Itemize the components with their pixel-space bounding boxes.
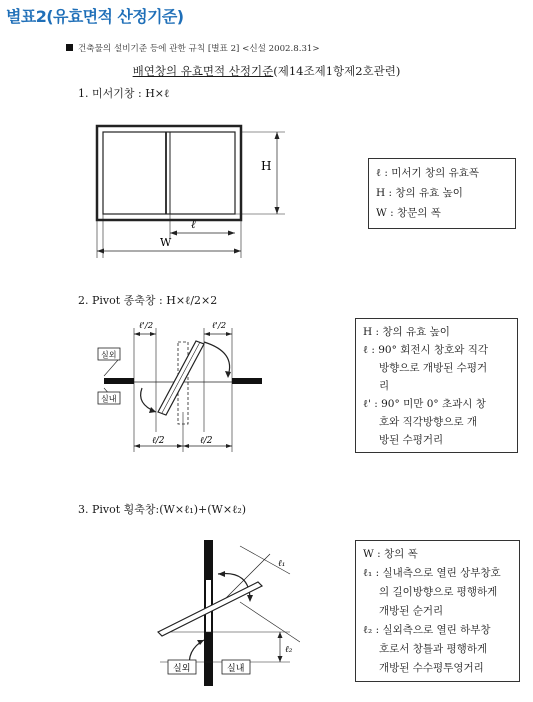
- sliding-window-diagram: [80, 118, 320, 268]
- vertical-pivot-window-diagram: [96, 312, 266, 462]
- legend-line: W : 창문의 폭: [376, 207, 441, 219]
- regulation-note-text: 건축물의 설비기준 등에 관한 규칙 [별표 2] <신설 2002.8.31>: [78, 44, 320, 54]
- main-title-underlined: 배연창의 유효면적 산정기준: [132, 64, 274, 78]
- label-h: H: [261, 159, 272, 173]
- label-l2: ℓ₂: [285, 645, 293, 655]
- label-l1: ℓ₁: [278, 559, 286, 569]
- legend-line: ℓ₁ : 실내측으로 열린 상부창호: [363, 567, 501, 579]
- label-inside: 실내: [227, 664, 245, 674]
- main-title-rest: (제14조제1항제2호관련): [273, 64, 401, 78]
- label-outside: 실외: [101, 350, 117, 360]
- legend-line: H : 창의 유효 높이: [363, 326, 450, 338]
- horizontal-pivot-window-diagram: [130, 532, 300, 692]
- section-3-heading: 3. Pivot 횡축창:(W×ℓ₁)+(W×ℓ₂): [78, 503, 247, 516]
- page-title: 별표2(유효면적 산정기준): [6, 7, 184, 26]
- label-l-prime-right: ℓ'/2: [212, 321, 227, 331]
- legend-line: ℓ₂ : 실외측으로 열린 하부창: [363, 624, 491, 636]
- legend-line: H : 창의 유효 높이: [376, 187, 463, 199]
- legend-line: 방향으로 개방된 수평거: [379, 362, 488, 374]
- legend-line: 개방된 순거리: [379, 605, 444, 617]
- label-l-half-left: ℓ/2: [152, 436, 165, 446]
- legend-line: W : 창의 폭: [363, 548, 418, 560]
- wall-right: [232, 378, 262, 384]
- regulation-note: [66, 42, 320, 54]
- legend-line: 호로서 창틀과 평행하게: [379, 643, 488, 655]
- section-1-heading: 1. 미서기창 : H×ℓ: [78, 87, 170, 100]
- legend-line: 호와 직각방향으로 개: [379, 416, 477, 428]
- section-1-legend: [368, 158, 516, 229]
- wall-left: [104, 378, 134, 384]
- legend-line: ℓ : 90° 회전시 창호와 직각: [363, 344, 489, 356]
- legend-line: 리: [379, 380, 390, 392]
- main-title: [0, 63, 533, 79]
- legend-line: ℓ' : 90° 미만 0° 초과시 창: [363, 398, 486, 410]
- label-l-prime-left: ℓ'/2: [139, 321, 154, 331]
- legend-line: 개방된 수수평투영거리: [379, 662, 484, 674]
- section-2-legend: [355, 318, 518, 453]
- section-2-heading: 2. Pivot 종축창 : H×ℓ/2×2: [78, 294, 218, 307]
- label-w: W: [160, 236, 172, 249]
- legend-line: 의 길이방향으로 평행하게: [379, 586, 498, 598]
- label-outside: 실외: [173, 664, 191, 674]
- legend-line: 방된 수평거리: [379, 434, 444, 446]
- square-bullet-icon: [66, 44, 73, 51]
- label-inside: 실내: [101, 394, 117, 404]
- label-l: ℓ: [191, 218, 196, 231]
- label-l-half-right: ℓ/2: [200, 436, 213, 446]
- legend-line: ℓ : 미서기 창의 유효폭: [376, 167, 480, 179]
- section-3-legend: [355, 540, 520, 682]
